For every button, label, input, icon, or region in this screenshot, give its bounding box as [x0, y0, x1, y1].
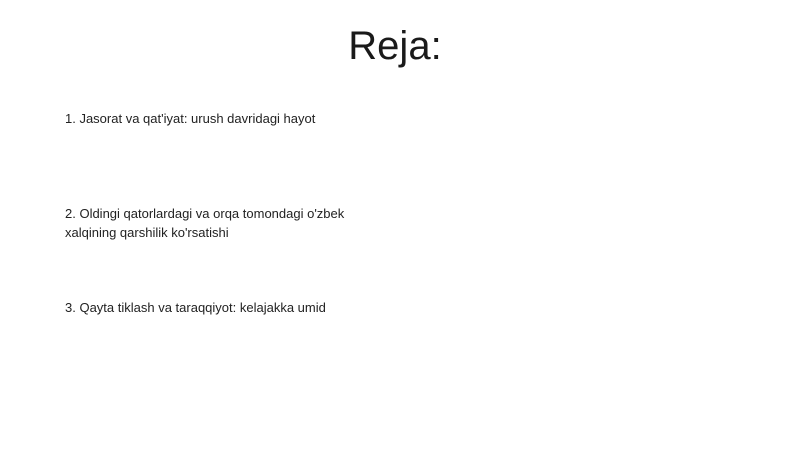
slide-title: Reja: — [348, 24, 442, 68]
plan-item-1: 1. Jasorat va qat'iyat: urush davridagi hayot — [65, 111, 316, 126]
plan-item-2: 2. Oldingi qatorlardagi va orqa tomondagi o'zbek xalqining qarshilik ko'rsatishi — [65, 206, 345, 240]
plan-item-3: 3. Qayta tiklash va taraqqiyot: kelajakka umid — [65, 300, 326, 315]
